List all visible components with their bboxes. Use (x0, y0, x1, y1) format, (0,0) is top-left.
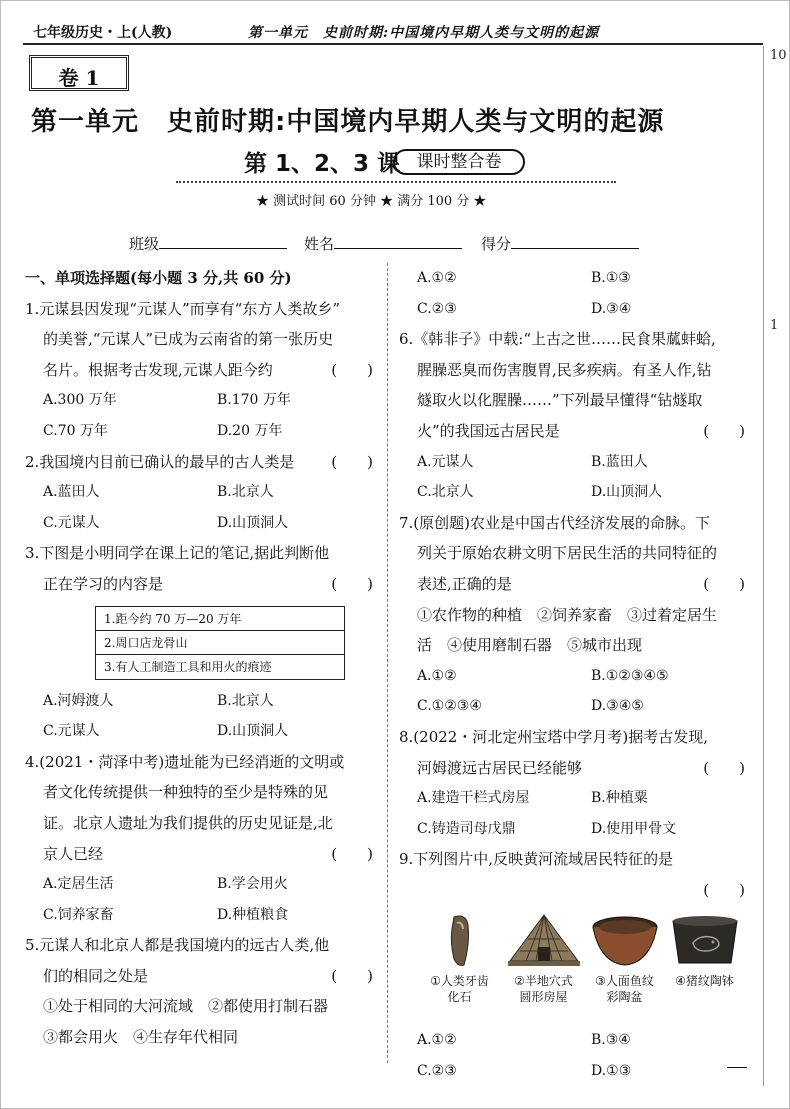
answer-paren[interactable]: ( ) (703, 758, 745, 777)
option-c[interactable]: C.元谋人 (43, 723, 100, 740)
page-end-dash (727, 1067, 747, 1068)
option-a[interactable]: A.蓝田人 (43, 484, 100, 501)
q7-line-3 (399, 569, 749, 600)
picture-4 (662, 913, 747, 989)
q5-options-ab (399, 263, 749, 294)
q5-options-cd (399, 294, 749, 325)
q4-options-cd (25, 900, 377, 931)
q1-line-3 (25, 355, 377, 386)
answer-paren[interactable]: ( ) (331, 966, 373, 985)
q7-statement-1: ①农作物的种植 ②饲养家畜 ③过着定居生 (417, 605, 718, 624)
picture-caption: 圆形房屋 (519, 990, 568, 1005)
answer-paren[interactable]: ( ) (331, 844, 373, 863)
option-c[interactable]: C.元谋人 (43, 514, 100, 531)
test-info: ★ 测试时间 60 分钟 ★ 满分 100 分 ★ (256, 194, 487, 209)
q1-options-ab (25, 385, 377, 416)
q8-line-2 (399, 753, 749, 784)
option-b[interactable]: B.蓝田人 (591, 453, 648, 470)
option-d[interactable]: D.山顶洞人 (217, 723, 289, 740)
note-item: 3.有人工制造工具和用火的痕迹 (104, 659, 272, 674)
answer-paren[interactable]: ( ) (331, 574, 373, 593)
q4-line-2: 者文化传统提供一种独特的至少是特殊的见 (43, 783, 329, 802)
picture-caption: ①人类牙齿 (430, 974, 489, 989)
q5-statement-1: ①处于相同的大河流域 ②都使用打制石器 (43, 997, 329, 1016)
volume-label: 卷 1 (58, 66, 100, 90)
score-label: 得分 (481, 235, 512, 253)
option-d[interactable]: D.山顶洞人 (591, 484, 663, 501)
q7-line-1: 7.(原创题)农业是中国古代经济发展的命脉。下 (399, 513, 711, 532)
option-d[interactable]: D.使用甲骨文 (591, 820, 677, 837)
question-7 (399, 508, 749, 722)
question-2 (25, 447, 377, 539)
q5-line-1: 5.元谋人和北京人都是我国境内的远古人类,他 (25, 936, 330, 955)
q4-text: 京人已经 (43, 844, 104, 863)
q5-text: 们的相同之处是 (43, 966, 149, 985)
column-divider (387, 263, 388, 1063)
question-3 (25, 538, 377, 746)
score-field[interactable] (481, 233, 639, 254)
option-c[interactable]: C.铸造司母戊鼎 (417, 820, 516, 837)
option-c[interactable]: C.①②③④ (417, 698, 482, 715)
q4-line-1: 4.(2021・菏泽中考)遗址能为已经消逝的文明或 (25, 752, 345, 771)
question-5-options (399, 263, 749, 324)
q9-options-cd (399, 1056, 749, 1087)
volume-badge (29, 55, 129, 91)
tooth-fossil-icon (440, 913, 480, 969)
option-b[interactable]: B.北京人 (217, 692, 274, 709)
question-8 (399, 722, 749, 844)
unit-number: 第一单元 (31, 107, 140, 137)
q3-options-cd (25, 716, 377, 747)
option-a[interactable]: A.建造干栏式房屋 (417, 790, 530, 807)
option-b[interactable]: B.①②③④⑤ (591, 667, 669, 684)
edge-number-middle: 1 (770, 318, 779, 333)
picture-caption: 化石 (447, 990, 472, 1005)
option-a[interactable]: A.定居生活 (43, 876, 114, 893)
option-a[interactable]: A.元谋人 (417, 453, 474, 470)
question-9 (399, 844, 749, 1086)
q7-line-2: 列关于原始农耕文明下居民生活的共同特征的 (417, 544, 718, 563)
section-heading: 一、单项选择题(每小题 3 分,共 60 分) (25, 269, 292, 287)
score-blank[interactable] (511, 235, 639, 249)
question-4 (25, 747, 377, 931)
picture-1 (417, 913, 502, 1005)
painted-pottery-basin-icon (590, 913, 660, 969)
artifact-pictures (399, 905, 749, 1025)
option-d[interactable]: D.种植粮食 (217, 906, 289, 923)
option-d[interactable]: D.③④ (591, 300, 632, 317)
class-label: 班级 (129, 235, 160, 253)
q4-line-3: 证。北京人遗址为我们提供的历史见证是,北 (43, 813, 333, 832)
q6-line-1: 6.《韩非子》中载:“上古之世……民食果蓏蚌蛤, (399, 330, 716, 349)
question-1 (25, 294, 377, 447)
edge-number-top: 10 (770, 48, 787, 63)
q1-options-cd (25, 416, 377, 447)
q8-line-1: 8.(2022・河北定州宝塔中学月考)据考古发现, (399, 727, 708, 746)
q5-statement-2: ③都会用火 ④生存年代相同 (43, 1028, 239, 1047)
q8-options-ab (399, 783, 749, 814)
question-5 (25, 930, 377, 1052)
q7-statement-2: 活 ④使用磨制石器 ⑤城市出现 (417, 636, 643, 655)
lesson-title: 第 1、2、3 课 (244, 151, 401, 177)
q2-options-cd (25, 508, 377, 539)
option-a[interactable]: A.①② (417, 667, 457, 684)
name-field[interactable] (304, 233, 462, 254)
option-b[interactable]: B.①③ (591, 270, 631, 286)
option-a[interactable]: A.①② (417, 270, 457, 286)
q6-line-4 (399, 416, 749, 447)
option-c[interactable]: C.北京人 (417, 484, 474, 501)
left-column (25, 263, 377, 1053)
answer-paren[interactable]: ( ) (331, 452, 373, 471)
right-edge-strip (763, 46, 789, 1086)
option-d[interactable]: D.③④⑤ (591, 698, 644, 715)
option-c[interactable]: C.饲养家畜 (43, 906, 114, 923)
pit-house-icon (506, 913, 582, 969)
q7-options-ab (399, 661, 749, 692)
q9-options-ab (399, 1025, 749, 1056)
q8-text: 河姆渡远古居民已经能够 (417, 758, 583, 777)
question-6 (399, 324, 749, 508)
answer-paren[interactable]: ( ) (703, 880, 745, 899)
option-c[interactable]: C.②③ (417, 1063, 457, 1080)
picture-3 (582, 913, 667, 1005)
option-b[interactable]: B.学会用火 (217, 876, 288, 893)
q8-options-cd (399, 814, 749, 845)
name-label: 姓名 (304, 235, 335, 253)
class-field[interactable] (129, 233, 287, 254)
option-b[interactable]: B.北京人 (217, 484, 274, 501)
q1-line-1: 1.元谋县因发现“元谋人”而享有“东方人类故乡” (25, 299, 340, 318)
q3-line-1: 3.下图是小明同学在课上记的笔记,据此判断他 (25, 544, 330, 563)
class-blank[interactable] (159, 235, 287, 249)
option-b[interactable]: B.种植粟 (591, 790, 648, 807)
q2-text: 2.我国境内目前已确认的最早的古人类是 (25, 452, 295, 471)
option-b[interactable]: B.③④ (591, 1032, 631, 1049)
unit-title (31, 101, 751, 138)
q2-line-1 (25, 447, 377, 478)
lesson-tag: 课时整合卷 (393, 149, 525, 175)
answer-paren[interactable]: ( ) (703, 574, 745, 593)
right-column (399, 263, 749, 1087)
q9-line-1: 9.下列图片中,反映黄河流域居民特征的是 (399, 850, 674, 869)
option-a[interactable]: A.①② (417, 1032, 457, 1049)
q4-line-4 (25, 839, 377, 870)
header-right: 第一单元 史前时期:中国境内早期人类与文明的起源 (248, 25, 600, 41)
answer-paren[interactable]: ( ) (703, 421, 745, 440)
option-a[interactable]: A.300 万年 (43, 392, 117, 409)
option-b[interactable]: B.170 万年 (217, 392, 291, 409)
option-d[interactable]: D.20 万年 (217, 422, 283, 439)
note-box (95, 606, 345, 680)
pig-pattern-bowl-icon (669, 913, 741, 969)
q7-options-cd (399, 691, 749, 722)
dotted-divider (176, 181, 616, 183)
picture-caption: 彩陶盆 (606, 990, 643, 1005)
picture-caption: ④猪纹陶钵 (675, 974, 734, 989)
answer-paren[interactable]: ( ) (331, 360, 373, 379)
q3-options-ab (25, 686, 377, 717)
q6-line-3: 燧取火以化腥臊……”下列最早懂得“钻燧取 (417, 391, 703, 410)
picture-caption: ③人面鱼纹 (595, 974, 654, 989)
q1-line-2: 的美誉,“元谋人”已成为云南省的第一张历史 (43, 330, 334, 349)
q3-line-2 (25, 569, 377, 600)
q4-options-ab (25, 869, 377, 900)
q1-text: 名片。根据考古发现,元谋人距今约 (43, 360, 273, 379)
option-a[interactable]: A.河姆渡人 (43, 692, 114, 709)
q5-line-2 (25, 961, 377, 992)
q2-options-ab (25, 477, 377, 508)
q6-options-cd (399, 477, 749, 508)
q6-options-ab (399, 447, 749, 478)
note-item: 2.周口店龙骨山 (96, 631, 344, 655)
name-blank[interactable] (334, 235, 462, 249)
q9-paren-line (399, 875, 749, 906)
option-d[interactable]: D.山顶洞人 (217, 514, 289, 531)
q6-text: 火”的我国远古居民是 (417, 421, 560, 440)
header-left: 七年级历史・上(人教) (33, 25, 173, 41)
q6-line-2: 腥臊恶臭而伤害腹胃,民多疾病。有圣人作,钻 (417, 360, 712, 379)
option-d[interactable]: D.①③ (591, 1063, 632, 1080)
note-item: 1.距今约 70 万—20 万年 (96, 607, 344, 631)
q7-text: 表述,正确的是 (417, 574, 512, 593)
q3-text: 正在学习的内容是 (43, 574, 164, 593)
option-c[interactable]: C.②③ (417, 300, 457, 317)
unit-subject: 史前时期:中国境内早期人类与文明的起源 (167, 107, 665, 137)
picture-2 (501, 913, 586, 1005)
picture-caption: ②半地穴式 (514, 974, 573, 989)
option-c[interactable]: C.70 万年 (43, 422, 108, 439)
running-header (23, 19, 763, 45)
